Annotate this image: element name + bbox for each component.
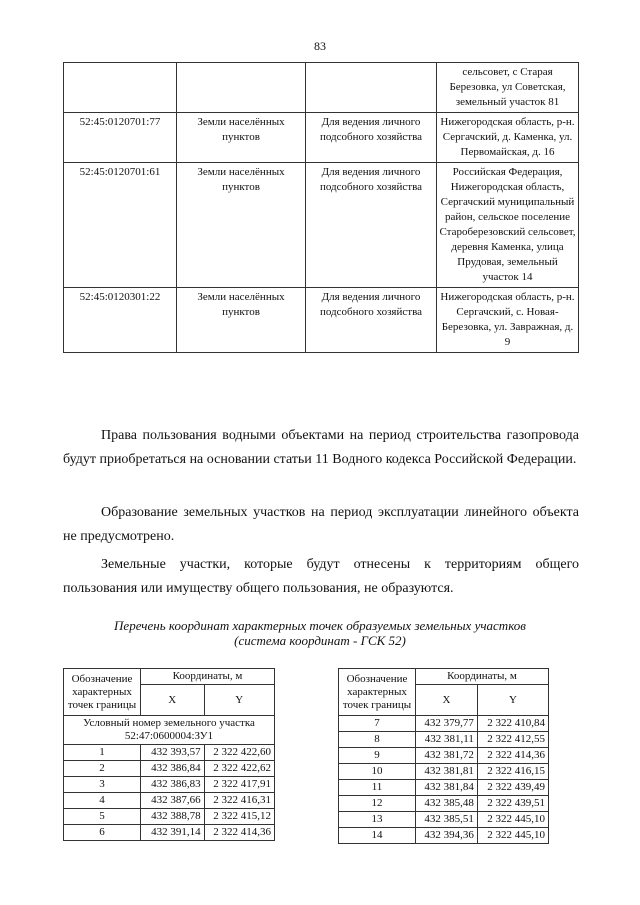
point-number: 7	[339, 716, 416, 732]
point-number: 14	[339, 828, 416, 844]
parcel-address: Нижегородская область, р-н. Сергачский, д. Каменка, ул. Первомайская, д. 16	[437, 113, 579, 163]
point-number: 2	[64, 761, 141, 777]
x-value: 432 387,66	[141, 793, 205, 809]
point-number: 8	[339, 732, 416, 748]
coordinate-row	[339, 732, 549, 748]
point-number: 10	[339, 764, 416, 780]
y-header: Y	[477, 685, 548, 716]
land-category	[177, 63, 306, 113]
point-number: 6	[64, 825, 141, 841]
cadastral-number: 52:45:0120301:22	[64, 288, 177, 353]
coordinate-row	[64, 809, 275, 825]
x-value: 432 381,72	[416, 748, 478, 764]
coordinate-row	[64, 777, 275, 793]
x-value: 432 386,84	[141, 761, 205, 777]
point-number: 11	[339, 780, 416, 796]
y-value: 2 322 422,62	[204, 761, 274, 777]
parcel-row	[64, 113, 579, 163]
parcel-row	[64, 163, 579, 288]
point-header: Обозначение характерных точек границы	[64, 669, 141, 716]
paragraph-land-formation: Образование земельных участков на период эксплуатации линейного объекта не предусмотрено.	[63, 505, 579, 544]
permitted-use: Для ведения личного подсобного хозяйства	[306, 288, 437, 353]
point-number: 9	[339, 748, 416, 764]
x-value: 432 391,14	[141, 825, 205, 841]
y-value: 2 322 445,10	[477, 812, 548, 828]
y-value: 2 322 445,10	[477, 828, 548, 844]
land-category: Земли населённых пунктов	[177, 288, 306, 353]
x-value: 432 381,11	[416, 732, 478, 748]
parcel-row	[64, 63, 579, 113]
x-value: 432 381,81	[416, 764, 478, 780]
point-number: 1	[64, 745, 141, 761]
land-category: Земли населённых пунктов	[177, 113, 306, 163]
coordinates-caption: Перечень координат характерных точек образуемых земельных участков (система координат - ГСК 52)	[114, 618, 526, 648]
x-value: 432 393,57	[141, 745, 205, 761]
coordinate-row	[339, 780, 549, 796]
y-value: 2 322 410,84	[477, 716, 548, 732]
x-value: 432 381,84	[416, 780, 478, 796]
y-value: 2 322 417,91	[204, 777, 274, 793]
coordinate-row	[64, 745, 275, 761]
y-value: 2 322 414,36	[204, 825, 274, 841]
point-number: 3	[64, 777, 141, 793]
parcel-address: Нижегородская область, р-н. Сергачский, с. Новая-Березовка, ул. Завражная, д. 9	[437, 288, 579, 353]
y-value: 2 322 414,36	[477, 748, 548, 764]
parcel-row	[64, 288, 579, 353]
coords-header: Координаты, м	[141, 669, 275, 685]
x-value: 432 385,48	[416, 796, 478, 812]
x-value: 432 385,51	[416, 812, 478, 828]
cadastral-number	[64, 63, 177, 113]
permitted-use: Для ведения личного подсобного хозяйства	[306, 113, 437, 163]
x-value: 432 394,36	[416, 828, 478, 844]
point-header: Обозначение характерных точек границы	[339, 669, 416, 716]
coordinate-row	[64, 825, 275, 841]
coords-header: Координаты, м	[416, 669, 549, 685]
permitted-use: Для ведения личного подсобного хозяйства	[306, 163, 437, 288]
land-category: Земли населённых пунктов	[177, 163, 306, 288]
permitted-use	[306, 63, 437, 113]
coordinate-row	[339, 748, 549, 764]
x-header: X	[141, 685, 205, 716]
y-value: 2 322 439,51	[477, 796, 548, 812]
point-number: 12	[339, 796, 416, 812]
page-number: 83	[314, 39, 326, 53]
y-value: 2 322 416,15	[477, 764, 548, 780]
coordinate-row	[64, 761, 275, 777]
y-value: 2 322 412,55	[477, 732, 548, 748]
coordinate-row	[339, 716, 549, 732]
cadastral-number: 52:45:0120701:61	[64, 163, 177, 288]
y-value: 2 322 416,31	[204, 793, 274, 809]
paragraph-water-use: Права пользования водными объектами на период строительства газопровода будут приобретаться на основании статьи 11 Водного кодекса Российской Федерации.	[63, 428, 579, 467]
y-value: 2 322 415,12	[204, 809, 274, 825]
y-value: 2 322 439,49	[477, 780, 548, 796]
parcel-label: Условный номер земельного участка 52:47:0600004:ЗУ1	[64, 716, 275, 745]
coordinate-row	[64, 793, 275, 809]
parcel-table	[63, 62, 579, 353]
parcel-address: Российская Федерация, Нижегородская область, Сергачский муниципальный район, сельское поселение Староберезовский сельсовет, деревня Каменка, улица Прудовая, земельный участок 14	[437, 163, 579, 288]
x-value: 432 386,83	[141, 777, 205, 793]
coordinate-row	[339, 796, 549, 812]
y-value: 2 322 422,60	[204, 745, 274, 761]
point-number: 5	[64, 809, 141, 825]
x-value: 432 388,78	[141, 809, 205, 825]
paragraph-common-use: Земельные участки, которые будут отнесены к территориям общего пользования или имуществу общего пользования, не образуются.	[63, 557, 579, 596]
coordinates-table-left	[63, 668, 275, 841]
point-number: 13	[339, 812, 416, 828]
coordinate-row	[339, 812, 549, 828]
coordinate-row	[339, 764, 549, 780]
x-value: 432 379,77	[416, 716, 478, 732]
cadastral-number: 52:45:0120701:77	[64, 113, 177, 163]
coordinates-table-right	[338, 668, 549, 844]
y-header: Y	[204, 685, 274, 716]
coordinate-row	[339, 828, 549, 844]
parcel-address: сельсовет, с Старая Березовка, ул Советская, земельный участок 81	[437, 63, 579, 113]
x-header: X	[416, 685, 478, 716]
point-number: 4	[64, 793, 141, 809]
